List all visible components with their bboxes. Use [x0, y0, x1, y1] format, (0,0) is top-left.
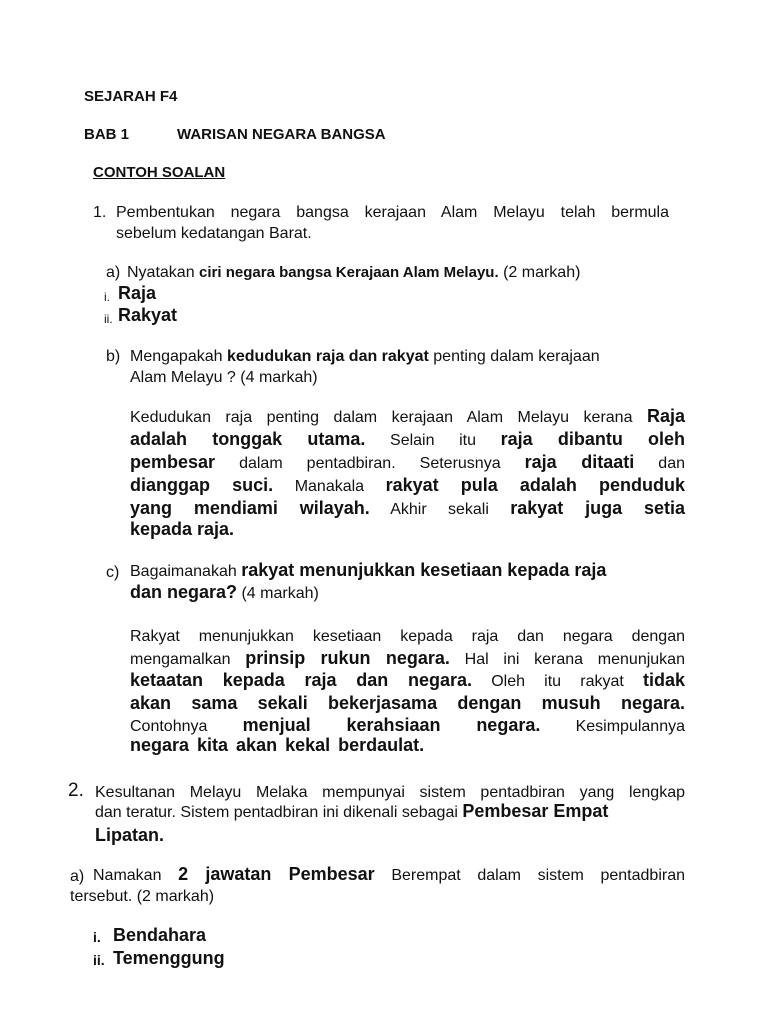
text: Selain itu: [390, 432, 477, 449]
q1c-question-line2: [130, 582, 319, 603]
q1a-question-text: Nyatakan: [127, 264, 200, 281]
q1b-question: [130, 346, 600, 368]
q2-number: 2.: [68, 780, 84, 801]
q1-number: 1.: [93, 204, 107, 221]
text: dan: [658, 455, 685, 472]
bold: rakyat juga setia: [510, 498, 685, 518]
q2-line2: [95, 801, 608, 822]
bold: ketaatan kepada raja dan negara.: [130, 670, 473, 690]
q1b-answer-line6: kepada raja.: [130, 519, 235, 539]
bold: yang mendiami wilayah.: [130, 498, 370, 518]
q1a-marks: (2 markah): [498, 264, 581, 281]
q1a-answer-1-number: i.: [104, 290, 110, 304]
q1c-question-bold: rakyat menunjukkan kesetiaan kepada raja: [241, 560, 607, 580]
q1c-answer-line4: akan sama sekali bekerjasama dengan musuh negara.: [130, 693, 685, 713]
text: Kedudukan raja penting dalam kerajaan Alam Melayu kerana: [130, 409, 633, 426]
text: Akhir sekali: [390, 501, 489, 518]
q1b-label: b): [106, 348, 121, 365]
bold: prinsip rukun negara.: [245, 648, 450, 668]
q1a-label: a): [106, 264, 121, 281]
q2a-answer-2: Temenggung: [113, 948, 225, 968]
q1a-answer-2: Rakyat: [118, 305, 178, 325]
text: Namakan: [93, 867, 179, 884]
q1c-question: [130, 560, 606, 581]
q1a-answer-2-number: ii.: [104, 312, 113, 326]
q1a-answer-1: Raja: [118, 283, 157, 303]
section-title: CONTOH SOALAN: [93, 164, 226, 181]
bold: raja ditaati: [524, 452, 635, 472]
text: Berempat dalam sistem pentadbiran: [374, 867, 686, 884]
chapter-number: BAB 1: [84, 126, 130, 143]
q1a-question-bold: ciri negara bangsa Kerajaan Alam Melayu.: [199, 264, 499, 281]
q1c-marks: (4 markah): [237, 585, 319, 602]
text: Contohnya: [130, 718, 208, 735]
text: mengamalkan: [130, 651, 231, 668]
text: Oleh itu rakyat: [491, 673, 624, 690]
q1-intro-line1: Pembentukan negara bangsa kerajaan Alam Melayu telah bermula: [116, 204, 669, 221]
q1b-question-text-end: penting dalam kerajaan: [428, 348, 600, 365]
text: dalam pentadbiran. Seterusnya: [239, 455, 501, 472]
q2-line1: Kesultanan Melayu Melaka mempunyai sistem pentadbiran yang lengkap: [95, 784, 685, 801]
q2a-answer-1: Bendahara: [113, 925, 207, 945]
text: Manakala: [294, 478, 365, 495]
q1a-question: [127, 262, 580, 284]
q1-intro-line2: sebelum kedatangan Barat.: [116, 225, 312, 242]
q2a-answer-2-number: ii.: [93, 952, 105, 968]
q1b-question-text: Mengapakah: [130, 348, 227, 365]
q1c-question-text: Bagaimanakah: [130, 563, 242, 580]
bold: pembesar: [130, 452, 216, 472]
subject-title: SEJARAH F4: [84, 88, 178, 105]
q1c-question-bold2: dan negara?: [130, 582, 238, 602]
bold: adalah tonggak utama.: [130, 429, 366, 449]
q1b-question-bold: kedudukan raja dan rakyat: [226, 348, 429, 365]
bold: raja dibantu oleh: [500, 429, 685, 449]
q2a-question-line2: tersebut. (2 markah): [70, 888, 215, 905]
bold: 2 jawatan Pembesar: [178, 864, 375, 884]
q1c-answer-line6: negara kita akan kekal berdaulat.: [130, 735, 425, 755]
bold: rakyat pula adalah penduduk: [385, 475, 686, 495]
q2a-question: [93, 862, 685, 888]
q1c-answer-line1: Rakyat menunjukkan kesetiaan kepada raja dan negara dengan: [130, 628, 685, 645]
q2-line3: Lipatan.: [95, 825, 165, 845]
bold: Pembesar Empat: [462, 801, 609, 821]
chapter-title: WARISAN NEGARA BANGSA: [177, 126, 386, 143]
bold: tidak: [642, 670, 685, 690]
q1c-label: c): [106, 564, 120, 581]
bold: menjual kerahsiaan negara.: [242, 715, 541, 735]
text: Kesimpulannya: [575, 718, 685, 735]
bold: dianggap suci.: [130, 475, 274, 495]
text: dan teratur. Sistem pentadbiran ini dikenali sebagai: [95, 804, 463, 821]
bold: Raja: [646, 406, 685, 426]
q1b-question-line2: Alam Melayu ? (4 markah): [130, 369, 318, 386]
q2a-label: a): [70, 868, 85, 885]
q2a-answer-1-number: i.: [93, 929, 101, 945]
text: Hal ini kerana menunjukan: [464, 651, 685, 668]
